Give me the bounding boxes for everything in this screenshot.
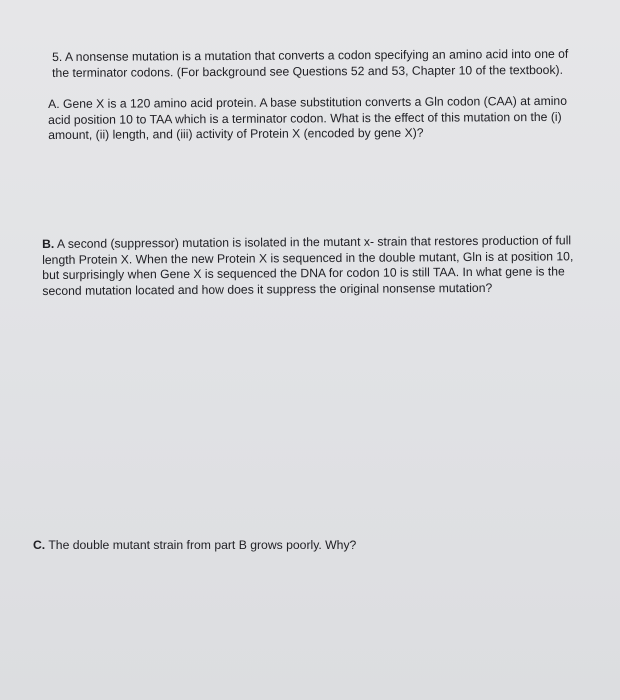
part-b-text: A second (suppressor) mutation is isolated in the mutant x- strain that restores production of full length Protein X. When the new Protein X is sequenced in the double mutant, Gln is at position 10, but surprisingly when Gene X is sequenced the DNA for codon 10 is still TAA. In what gene is the second mutation located and how does it suppress the original nonsense mutation? <box>42 233 574 298</box>
part-c-label: C. <box>33 538 46 552</box>
question-part-a <box>48 94 588 144</box>
question-part-b <box>42 233 588 299</box>
part-b-label: B. <box>42 236 55 251</box>
question-5-intro: 5. A nonsense mutation is a mutation that converts a codon specifying an amino acid into one of the terminator codons. (For background see Questions 52 and 53, Chapter 10 of the textbook). <box>52 46 569 80</box>
part-a-label: A. <box>48 96 60 111</box>
question-part-c <box>33 538 553 554</box>
part-a-text: Gene X is a 120 amino acid protein. A base substitution converts a Gln codon (CAA) at amino acid position 10 to TAA which is a terminator codon. What is the effect of this mutation on the (i) amount, (ii) length, and (iii) activity of Protein X (encoded by gene X)? <box>48 93 568 142</box>
part-c-text: The double mutant strain from part B grows poorly. Why? <box>45 538 357 552</box>
